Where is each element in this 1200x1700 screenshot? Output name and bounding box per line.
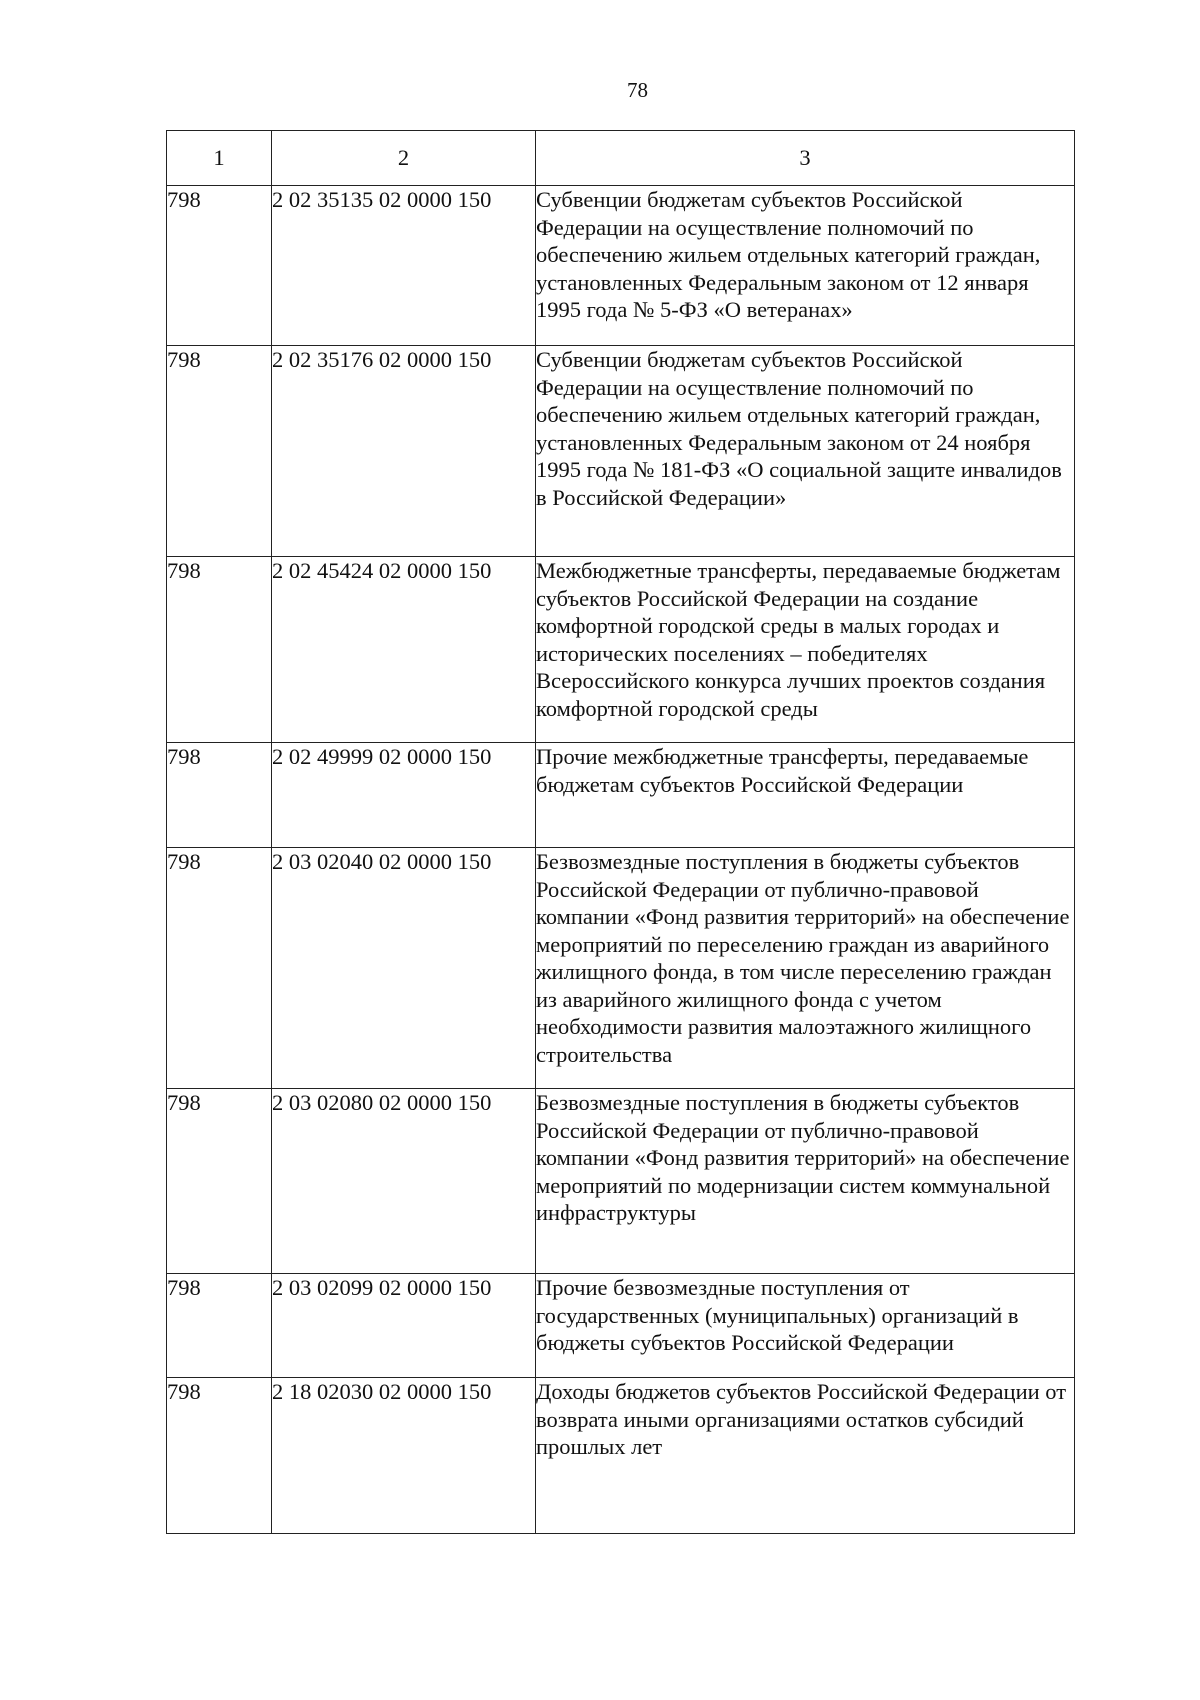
budget-code-cell: 2 02 35135 02 0000 150 [272,186,536,346]
budget-code-cell: 2 03 02040 02 0000 150 [272,848,536,1089]
table-row [167,1089,1075,1274]
column-header-3: 3 [536,131,1075,186]
page-number: 78 [627,78,648,102]
description-cell: Прочие межбюджетные трансферты, передаваемые бюджетам субъектов Российской Федерации [536,743,1075,848]
description-cell: Субвенции бюджетам субъектов Российской Федерации на осуществление полномочий по обеспечению жильем отдельных категорий граждан, установленных Федеральным законом от 24 ноября 1995 года № 181-ФЗ «О социальной защите инвалидов в Российской Федерации» [536,346,1075,557]
description-cell: Межбюджетные трансферты, передаваемые бюджетам субъектов Российской Федерации на создание комфортной городской среды в малых городах и исторических поселениях – победителях Всероссийского конкурса лучших проектов создания комфортной городской среды [536,557,1075,743]
table-row [167,1378,1075,1534]
description-cell: Безвозмездные поступления в бюджеты субъектов Российской Федерации от публично-правовой компании «Фонд развития территорий» на обеспечение мероприятий по модернизации систем коммунальной инфраструктуры [536,1089,1075,1274]
budget-code-cell: 2 03 02080 02 0000 150 [272,1089,536,1274]
admin-code-cell: 798 [167,557,272,743]
admin-code-cell: 798 [167,848,272,1089]
table-row [167,186,1075,346]
admin-code-cell: 798 [167,1274,272,1378]
budget-code-cell: 2 02 45424 02 0000 150 [272,557,536,743]
budget-code-table [166,130,1075,1534]
admin-code-cell: 798 [167,346,272,557]
budget-code-cell: 2 02 35176 02 0000 150 [272,346,536,557]
table-row [167,848,1075,1089]
description-cell: Субвенции бюджетам субъектов Российской Федерации на осуществление полномочий по обеспечению жильем отдельных категорий граждан, установленных Федеральным законом от 12 января 1995 года № 5-ФЗ «О ветеранах» [536,186,1075,346]
table-row [167,557,1075,743]
admin-code-cell: 798 [167,1378,272,1534]
description-cell: Безвозмездные поступления в бюджеты субъектов Российской Федерации от публично-правовой компании «Фонд развития территорий» на обеспечение мероприятий по переселению граждан из аварийного жилищного фонда, в том числе переселению граждан из аварийного жилищного фонда с учетом необходимости развития малоэтажного жилищного строительства [536,848,1075,1089]
column-header-2: 2 [272,131,536,186]
table-header-row [167,131,1075,186]
budget-code-cell: 2 02 49999 02 0000 150 [272,743,536,848]
budget-code-cell: 2 03 02099 02 0000 150 [272,1274,536,1378]
admin-code-cell: 798 [167,743,272,848]
table-row [167,743,1075,848]
table-row [167,346,1075,557]
column-header-1: 1 [167,131,272,186]
table-row [167,1274,1075,1378]
admin-code-cell: 798 [167,186,272,346]
description-cell: Доходы бюджетов субъектов Российской Федерации от возврата иными организациями остатков субсидий прошлых лет [536,1378,1075,1534]
description-cell: Прочие безвозмездные поступления от государственных (муниципальных) организаций в бюджеты субъектов Российской Федерации [536,1274,1075,1378]
budget-code-cell: 2 18 02030 02 0000 150 [272,1378,536,1534]
admin-code-cell: 798 [167,1089,272,1274]
